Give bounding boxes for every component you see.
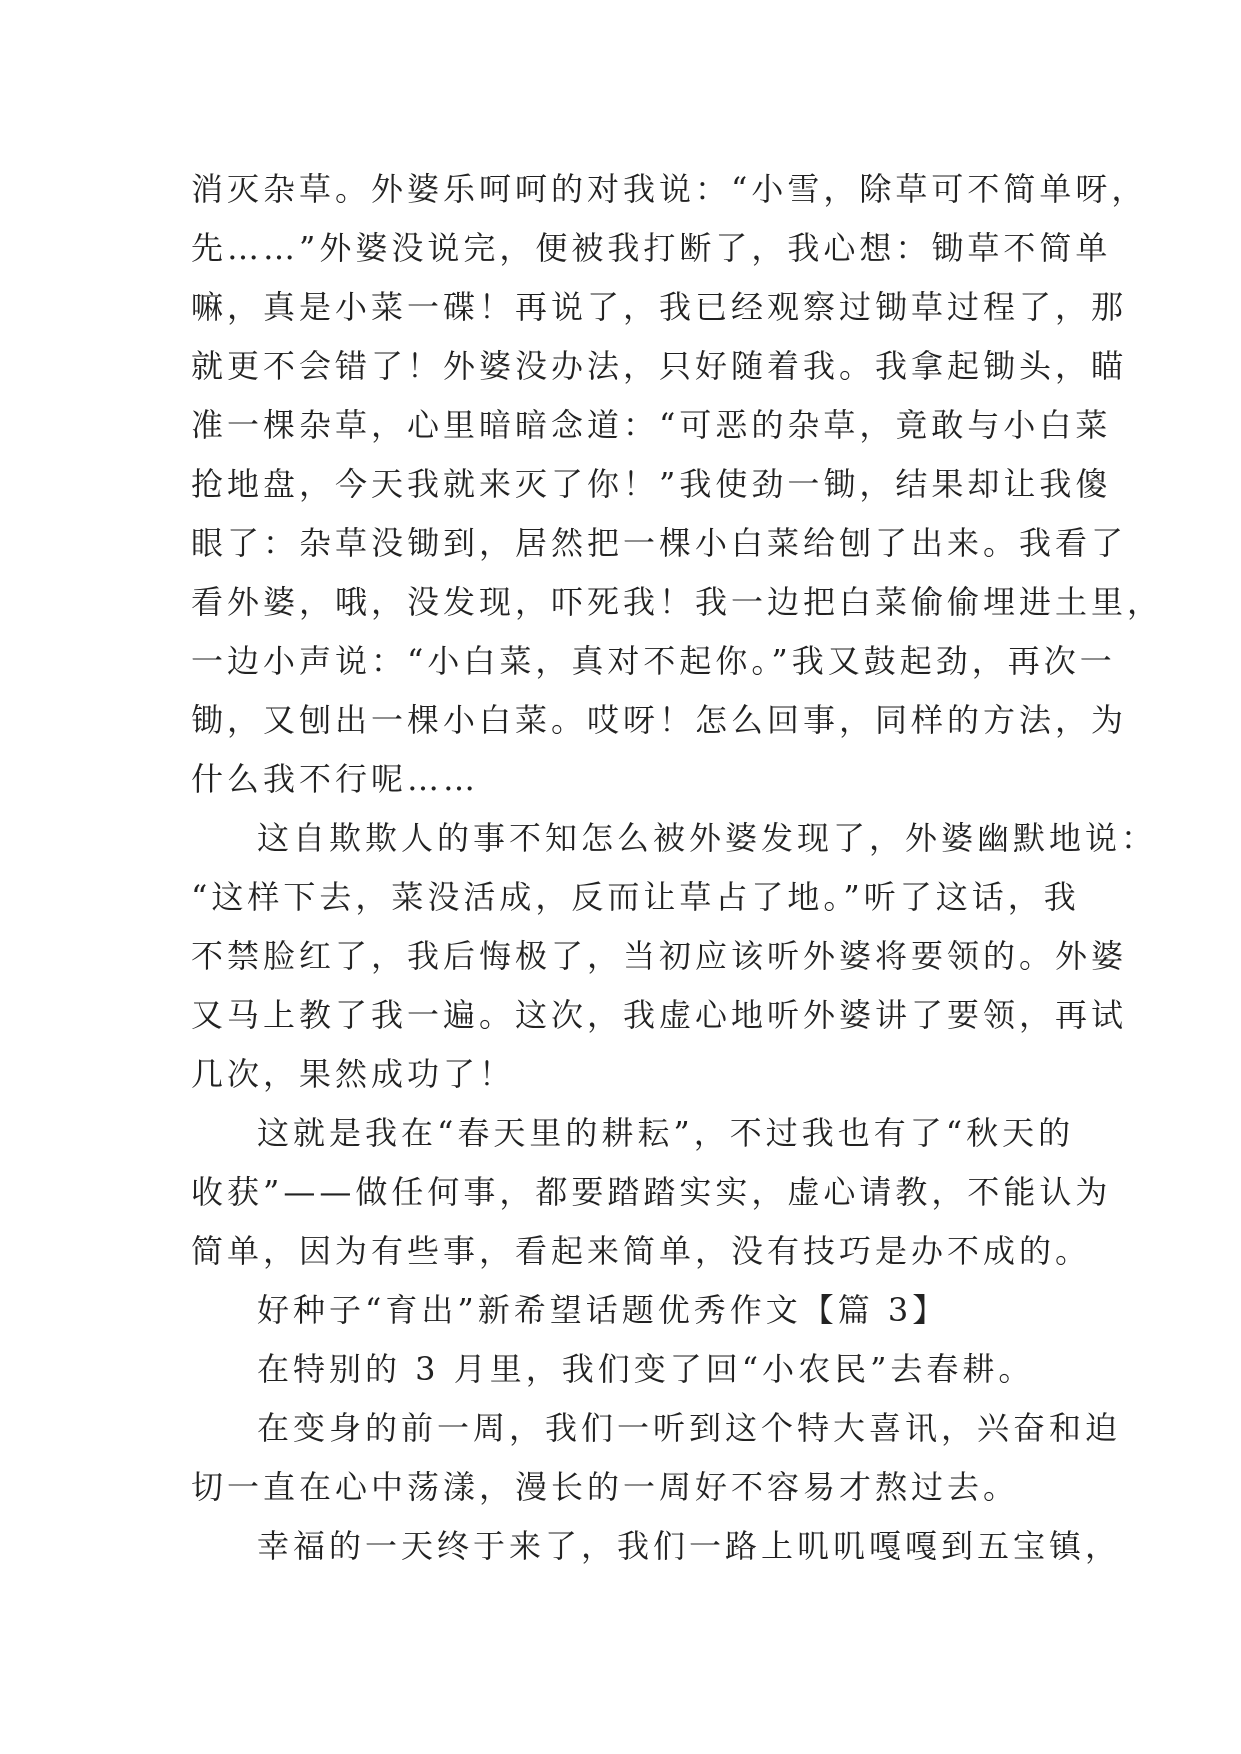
text-line: 消灭杂草。外婆乐呵呵的对我说：“小雪，除草可不简单呀， xyxy=(191,170,1148,208)
paragraph-first-line: 在特别的 3 月里，我们变了回“小农民”去春耕。 xyxy=(257,1350,1035,1388)
paragraph-first-line: 这就是我在“春天里的耕耘”，不过我也有了“秋天的 xyxy=(257,1114,1075,1152)
paragraph-first-line: 这自欺欺人的事不知怎么被外婆发现了，外婆幽默地说： xyxy=(257,819,1158,857)
text-line: 就更不会错了！外婆没办法，只好随着我。我拿起锄头，瞄 xyxy=(191,347,1128,385)
text-line: 看外婆，哦，没发现，吓死我！我一边把白菜偷偷埋进土里， xyxy=(191,583,1164,621)
text-line: 不禁脸红了，我后悔极了，当初应该听外婆将要领的。外婆 xyxy=(191,937,1128,975)
paragraph-first-line: 在变身的前一周，我们一听到这个特大喜讯，兴奋和迫 xyxy=(257,1409,1122,1447)
body-text xyxy=(191,160,1164,1576)
text-line: 眼了：杂草没锄到，居然把一棵小白菜给刨了出来。我看了 xyxy=(191,524,1128,562)
text-line: 准一棵杂草，心里暗暗念道：“可恶的杂草，竟敢与小白菜 xyxy=(191,406,1112,444)
text-line: 什么我不行呢…… xyxy=(191,760,480,798)
text-line: “这样下去，菜没活成，反而让草占了地。”听了这话，我 xyxy=(191,878,1080,916)
text-line: 又马上教了我一遍。这次，我虚心地听外婆讲了要领，再试 xyxy=(191,996,1128,1034)
text-line: 一边小声说：“小白菜，真对不起你。”我又鼓起劲，再次一 xyxy=(191,642,1116,680)
text-line: 几次，果然成功了！ xyxy=(191,1055,516,1093)
text-line: 收获”——做任何事，都要踏踏实实，虚心请教，不能认为 xyxy=(191,1173,1112,1211)
text-line: 切一直在心中荡漾，漫长的一周好不容易才熬过去。 xyxy=(191,1468,1020,1506)
text-line: 简单，因为有些事，看起来简单，没有技巧是办不成的。 xyxy=(191,1232,1092,1270)
text-line: 锄，又刨出一棵小白菜。哎呀！怎么回事，同样的方法，为 xyxy=(191,701,1128,739)
text-line: 嘛，真是小菜一碟！再说了，我已经观察过锄草过程了，那 xyxy=(191,288,1128,326)
section-heading: 好种子“育出”新希望话题优秀作文【篇 3】 xyxy=(257,1291,949,1329)
text-line: 抢地盘，今天我就来灭了你！”我使劲一锄，结果却让我傻 xyxy=(191,465,1112,503)
paragraph-first-line: 幸福的一天终于来了，我们一路上叽叽嘎嘎到五宝镇， xyxy=(257,1527,1122,1565)
text-line: 先……”外婆没说完，便被我打断了，我心想：锄草不简单 xyxy=(191,229,1112,267)
